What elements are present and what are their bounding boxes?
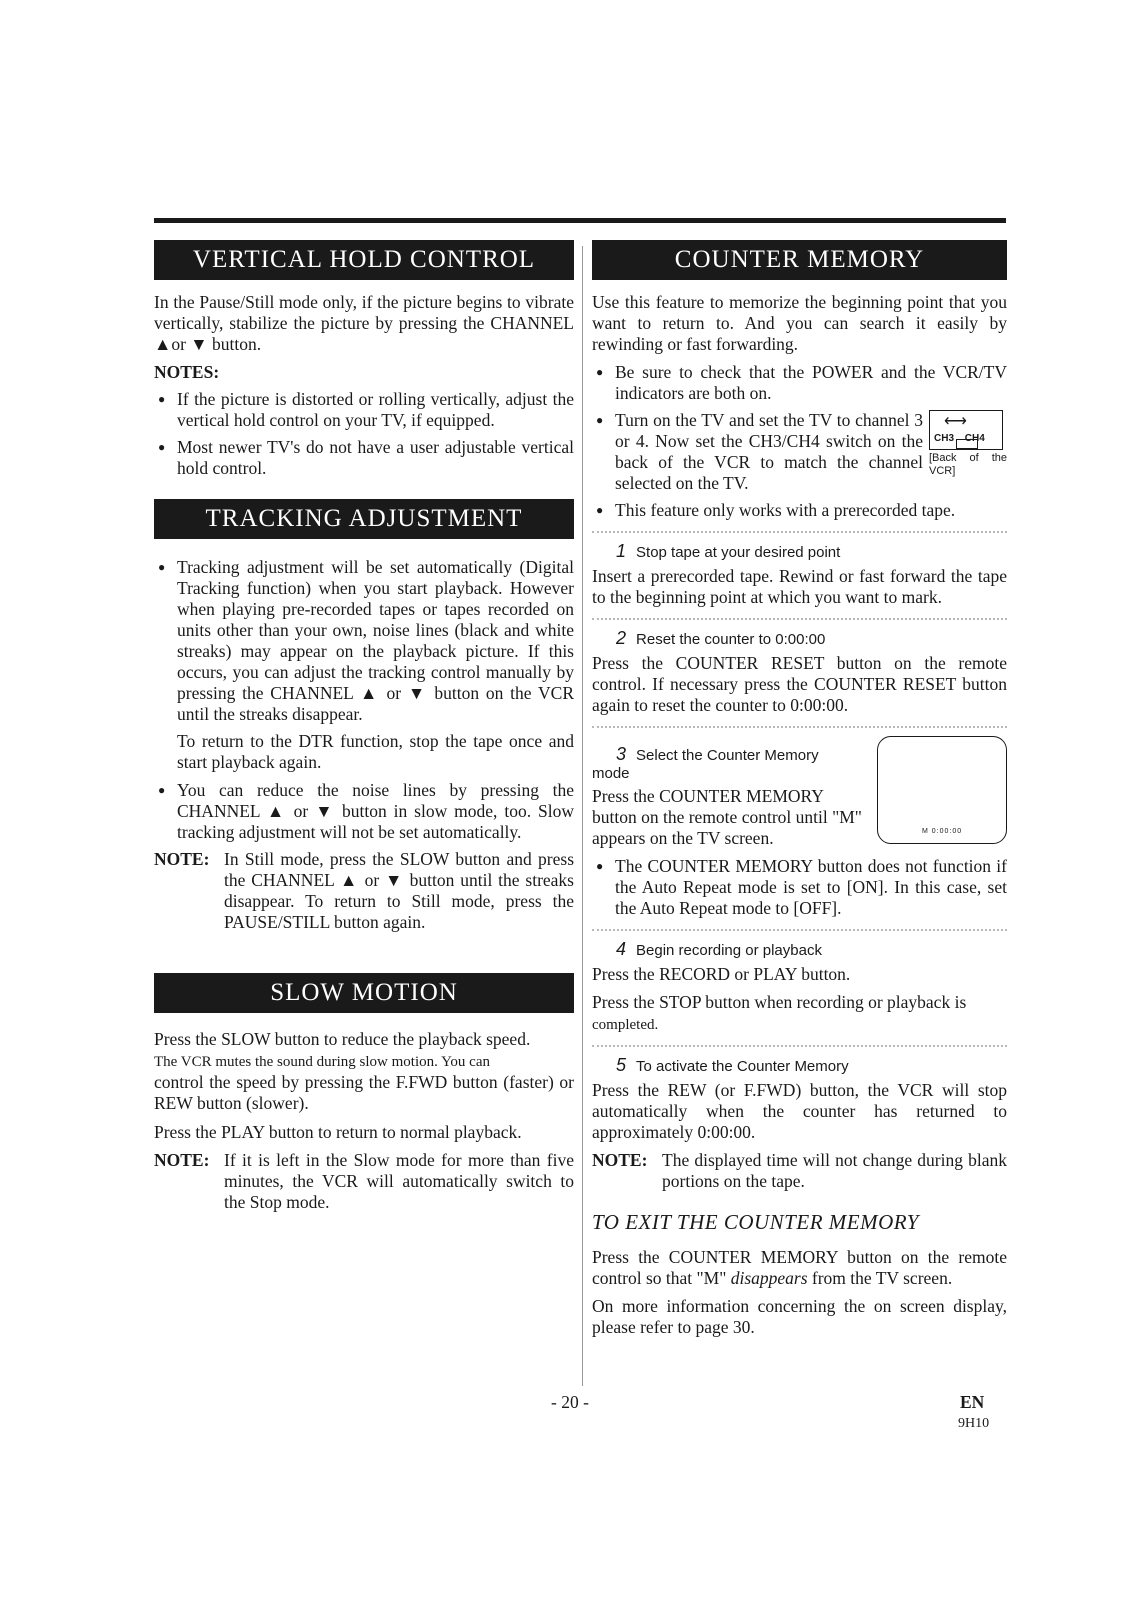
slow-motion-section: [154, 973, 574, 1213]
step-title: Stop tape at your desired point: [636, 544, 841, 561]
step-body: Insert a prerecorded tape. Rewind or fast forward the tape to the beginning point at which you want to mark.: [592, 566, 1007, 607]
slow-motion-p2: Press the PLAY button to return to normal playback.: [154, 1122, 522, 1142]
tracking-bullet-sub: To return to the DTR function, stop the tape once and start playback again.: [177, 731, 574, 772]
switch-box: [929, 410, 1003, 450]
model-code: 9H10: [958, 1416, 990, 1431]
notes-label: NOTES:: [154, 362, 220, 382]
tracking-bullet: [154, 557, 574, 773]
vertical-hold-title: VERTICAL HOLD CONTROL: [154, 240, 574, 280]
counter-memory-intro: Use this feature to memorize the beginning point that you want to return to. And you can search it easily by rewinding or fast forwarding.: [592, 292, 1007, 354]
step-number: 4: [616, 939, 627, 959]
note-label: NOTE:: [154, 1150, 210, 1170]
exit-counter-memory-heading: TO EXIT THE COUNTER MEMORY: [592, 1210, 919, 1234]
dotted-separator: [592, 531, 1007, 533]
page-number: - 20 -: [551, 1392, 589, 1412]
note-text: In Still mode, press the SLOW button and press the CHANNEL ▲ or ▼ button until the streaks disappear. To return to Still mode, press the PAUSE/STILL button again.: [224, 849, 574, 932]
tracking-title: TRACKING ADJUSTMENT: [154, 499, 574, 539]
step-heading: [592, 1055, 1007, 1076]
step-body: Press the COUNTER MEMORY button on the remote control until "M" appears on the TV screen.: [592, 786, 862, 848]
exit-paragraph-2: On more information concerning the on screen display, please refer to page 30.: [592, 1296, 1007, 1337]
step-number: 1: [616, 541, 627, 561]
right-column: [592, 240, 1007, 1345]
step-number: 5: [616, 1055, 627, 1075]
switch-labels: CH3 CH4: [934, 433, 985, 444]
dotted-separator: [592, 618, 1007, 620]
step-4-extra-text: Press the STOP button when recording or playback is: [592, 992, 967, 1012]
ch3-ch4-switch-illustration: [929, 410, 1007, 478]
counter-bullet: ● Be sure to check that the POWER and the VCR/TV indicators are both on.: [592, 362, 1007, 404]
slow-motion-p1-small: The VCR mutes the sound during slow motion. You can: [154, 1054, 490, 1070]
step-title: Select the Counter Memory mode: [592, 747, 819, 782]
step-heading: [592, 541, 1007, 562]
dotted-separator: [592, 929, 1007, 931]
counter-memory-title: COUNTER MEMORY: [592, 240, 1007, 280]
exit-text-c: from the TV screen.: [807, 1268, 953, 1288]
step-heading: [592, 628, 1007, 649]
dotted-separator: [592, 726, 1007, 728]
counter-bullet-text: Turn on the TV and set the TV to channel 3 or 4. Now set the CH3/CH4 switch on the back of the VCR to match the channel selected on the TV.: [615, 410, 923, 493]
step-heading: [592, 939, 1007, 960]
exit-text-emphasis: disappears: [730, 1268, 808, 1288]
step-3-block: [592, 736, 1007, 856]
step-title: Reset the counter to 0:00:00: [636, 631, 826, 648]
tracking-section: [154, 499, 574, 933]
step-number: 3: [616, 744, 627, 764]
note-label: NOTE:: [592, 1150, 648, 1170]
tracking-bullet-text: Tracking adjustment will be set automatically (Digital Tracking function) when you start playback. However when playing pre-recorded tapes or tapes recorded on units other than your own, noise lines (black and white streaks) may appear on the playback picture. If this occurs, you can adjust the tracking control manually by pressing the CHANNEL ▲ or ▼ button on the VCR until the streaks disappear.: [177, 557, 574, 724]
note-text: The displayed time will not change during blank portions on the tape.: [662, 1150, 1007, 1191]
counter-note: [592, 1150, 1007, 1192]
tracking-list: [154, 557, 574, 843]
slow-motion-p1: [154, 1029, 574, 1114]
step-body: Press the REW (or F.FWD) button, the VCR will stop automatically when the counter has returned to approximately 0:00:00.: [592, 1080, 1007, 1142]
counter-bullet: ● This feature only works with a prerecorded tape.: [592, 500, 1007, 521]
exit-paragraph-1: [592, 1247, 1007, 1289]
note-text: If it is left in the Slow mode for more than five minutes, the VCR will automatically switch to the Stop mode.: [224, 1150, 574, 1212]
step-4-extra-small: completed.: [592, 1017, 659, 1033]
exit-text-a: Press the COUNTER MEMORY button on the remote control so that "M": [592, 1247, 1007, 1288]
slow-motion-title: SLOW MOTION: [154, 973, 574, 1013]
vertical-hold-intro: In the Pause/Still mode only, if the picture begins to vibrate vertically, stabilize the picture by pressing the CHANNEL ▲or ▼ button.: [154, 292, 574, 354]
step-3-list: [592, 856, 1007, 919]
dotted-separator: [592, 1045, 1007, 1047]
double-arrow-icon: ● ⟷: [944, 413, 967, 430]
tracking-bullet: ● You can reduce the noise lines by pressing the CHANNEL ▲ or ▼ button in slow mode, too. Slow tracking adjustment will not be set automatically.: [154, 780, 574, 843]
slow-motion-note: [154, 1150, 574, 1213]
notes-list: [154, 389, 574, 479]
step-title: To activate the Counter Memory: [636, 1058, 849, 1075]
counter-memory-list: [592, 362, 1007, 521]
step-4-extra: [592, 992, 1007, 1035]
slow-motion-p1-text: Press the SLOW button to reduce the playback speed.: [154, 1029, 531, 1049]
note-label: NOTE:: [154, 849, 210, 869]
left-column: [154, 240, 574, 1220]
note-item: ● If the picture is distorted or rolling vertically, adjust the vertical hold control on your TV, if equipped.: [154, 389, 574, 431]
note-item: ● Most newer TV's do not have a user adjustable vertical hold control.: [154, 437, 574, 479]
tv-osd-counter: M 0:00:00: [922, 828, 963, 835]
step-body: Press the COUNTER RESET button on the remote control. If necessary press the COUNTER RESET button again to reset the counter to 0:00:00.: [592, 653, 1007, 715]
top-rule: [154, 218, 1006, 223]
step-3-bullet: ● The COUNTER MEMORY button does not function if the Auto Repeat mode is set to [ON]. In this case, set the Auto Repeat mode to [OFF].: [592, 856, 1007, 919]
vertical-hold-section: [154, 240, 574, 479]
switch-slider-icon: [956, 439, 978, 449]
step-body: Press the RECORD or PLAY button.: [592, 964, 851, 984]
slow-motion-p1-rest: control the speed by pressing the F.FWD button (faster) or REW button (slower).: [154, 1072, 574, 1113]
step-title: Begin recording or playback: [636, 942, 822, 959]
tracking-note: [154, 849, 574, 933]
counter-bullet: [592, 410, 1007, 494]
tv-screen-illustration: [877, 736, 1007, 844]
language-code: EN: [960, 1392, 985, 1412]
switch-caption: [Back of the VCR]: [929, 452, 1007, 477]
step-number: 2: [616, 628, 627, 648]
column-divider: [582, 246, 583, 1386]
step-heading: [592, 744, 832, 782]
